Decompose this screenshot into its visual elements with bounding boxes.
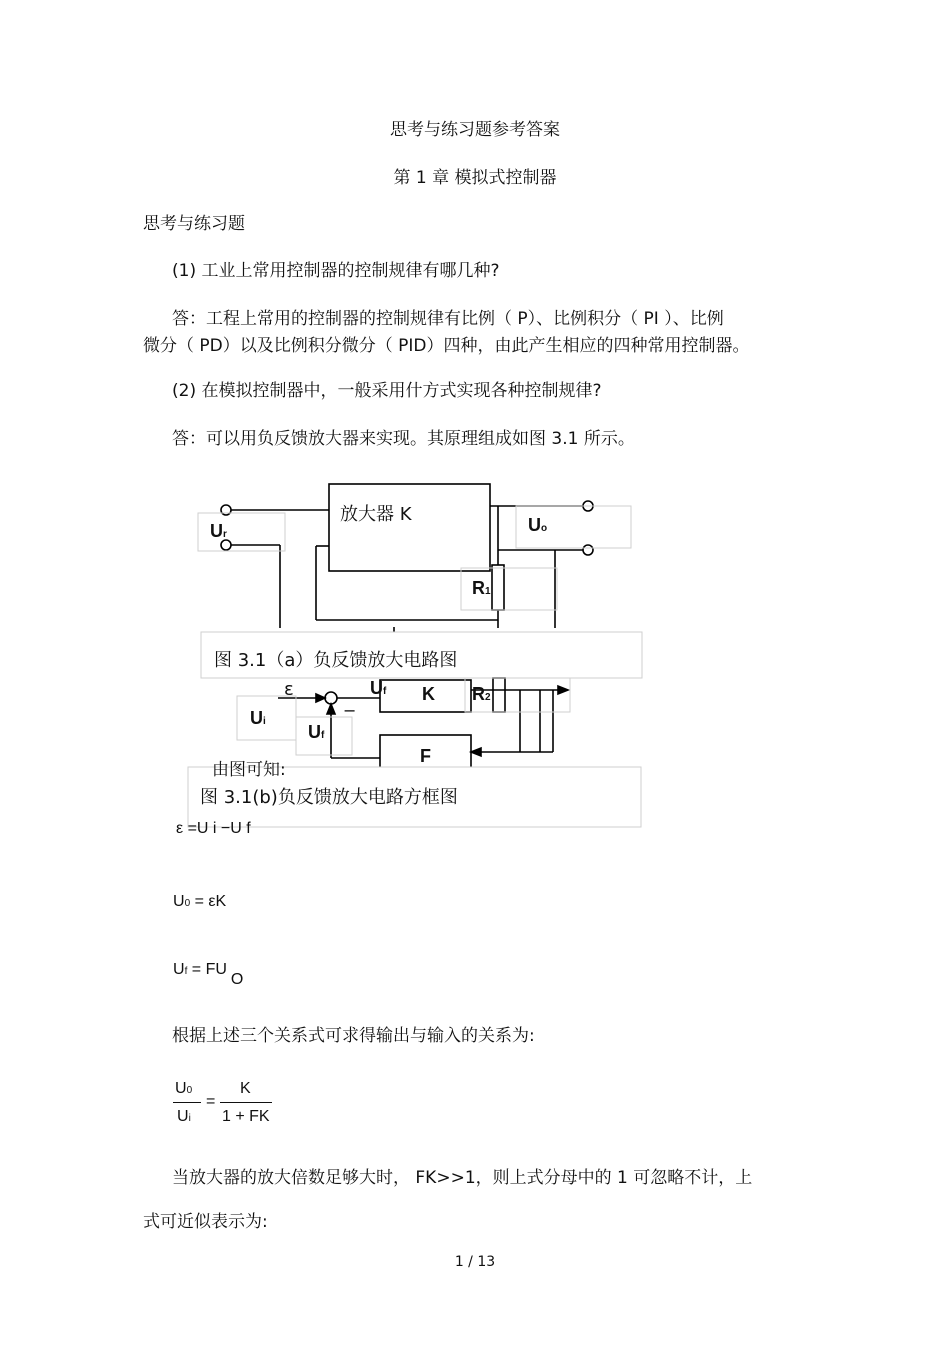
relation-intro: 根据上述三个关系式可求得输出与输入的关系为:	[172, 1026, 535, 1046]
answer-2: 答：可以用负反馈放大器来实现。其原理组成如图 3.1 所示。	[172, 429, 635, 449]
uo-label: Uo	[528, 515, 548, 535]
section-heading: 思考与练习题	[143, 214, 245, 234]
r2-label: R2	[472, 684, 491, 704]
fraction-left-denominator: Ui	[177, 1108, 191, 1125]
output-terminal-bottom	[583, 545, 593, 555]
ur-label: Ur	[210, 521, 227, 541]
equation-2: U0 = εK	[173, 893, 227, 910]
amplifier-box	[329, 484, 490, 571]
amplifier-label: 放大器 K	[340, 504, 412, 525]
figure-b-caption: 图 3.1(b)负反馈放大电路方框图	[200, 787, 458, 808]
fraction-right-denominator: 1 + FK	[222, 1108, 270, 1125]
fraction-left-numerator: U0	[175, 1080, 193, 1097]
resistor-r1	[492, 565, 504, 610]
ui-label: Ui	[250, 708, 266, 728]
epsilon-label: ε	[284, 679, 294, 700]
k-label: K	[422, 684, 435, 704]
chapter-title: 第 1 章 模拟式控制器	[393, 168, 557, 188]
page-title: 思考与练习题参考答案	[390, 120, 560, 140]
fraction-right-numerator: K	[240, 1080, 251, 1097]
condition-line-1: 当放大器的放大倍数足够大时， FK>>1，则上式分母中的 1 可忽略不计，上	[172, 1168, 753, 1188]
r1-label: R1	[472, 578, 491, 598]
question-1: (1) 工业上常用控制器的控制规律有哪几种?	[172, 261, 500, 281]
figure-a-caption: 图 3.1（a）负反馈放大电路图	[214, 650, 458, 671]
from-figure-text: 由图可知:	[212, 760, 286, 780]
equation-3: Uf = FUO	[173, 961, 244, 988]
minus-sign: −	[343, 701, 357, 720]
answer-1-line-1: 答：工程上常用的控制器的控制规律有比例（ P）、比例积分（ PI ）、比例	[172, 309, 724, 329]
equation-1: ε =U i −U f	[176, 820, 251, 837]
uf-label: Uf	[308, 722, 325, 742]
fraction-equals: =	[206, 1093, 216, 1110]
page-number: 1 / 13	[454, 1254, 496, 1270]
answer-1-line-2: 微分（ PD）以及比例积分微分（ PID）四种，由此产生相应的四种常用控制器。	[143, 336, 750, 356]
condition-line-2: 式可近似表示为:	[143, 1212, 268, 1232]
resistor-r2	[493, 678, 505, 712]
uf-top-label: Uf	[370, 678, 387, 698]
question-2: (2) 在模拟控制器中，一般采用什方式实现各种控制规律?	[172, 381, 602, 401]
f-label: F	[420, 746, 431, 766]
